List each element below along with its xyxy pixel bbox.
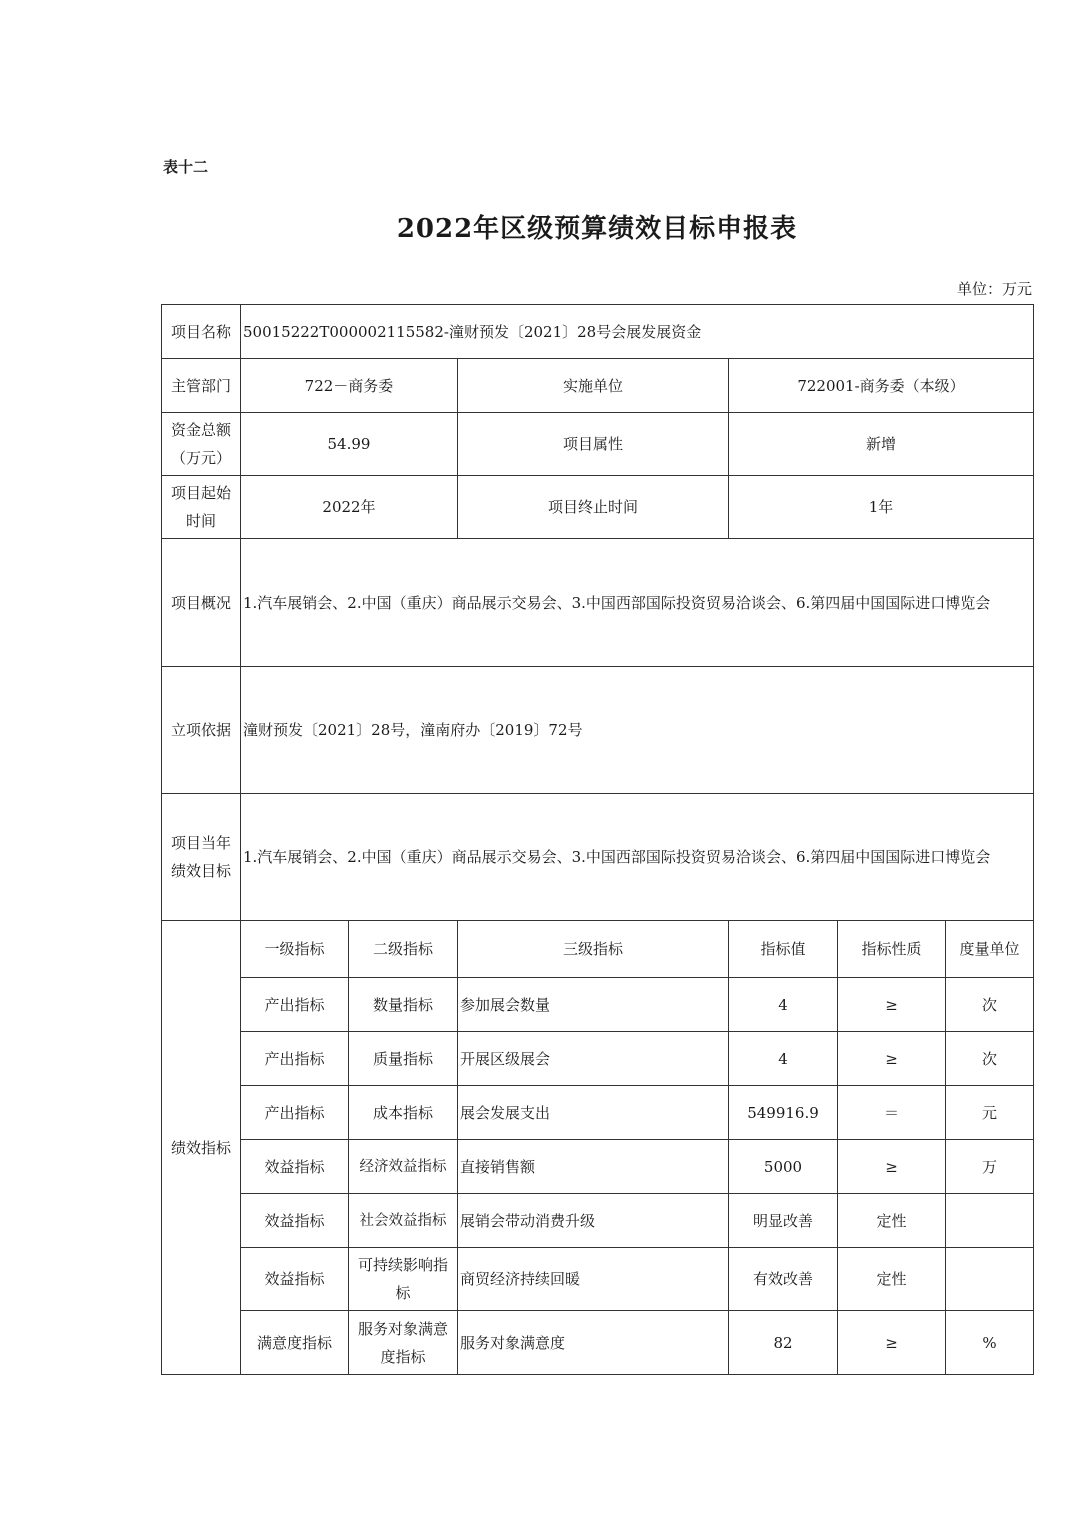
fund-row <box>162 413 1034 476</box>
level3-cell: 参加展会数量 <box>458 978 729 1032</box>
perf-label: 绩效指标 <box>162 921 241 1375</box>
goal-value: 1.汽车展销会、2.中国（重庆）商品展示交易会、3.中国西部国际投资贸易洽谈会、6.第四届中国国际进口博览会 <box>241 794 1034 921</box>
overview-label: 项目概况 <box>162 539 241 667</box>
level3-cell: 服务对象满意度 <box>458 1311 729 1375</box>
fund-label: 资金总额（万元） <box>162 413 241 476</box>
basis-label: 立项依据 <box>162 667 241 794</box>
level3-cell: 展销会带动消费升级 <box>458 1194 729 1248</box>
table-row <box>162 1032 1034 1086</box>
document-title: 2022年区级预算绩效目标申报表 <box>396 214 798 244</box>
level3-cell: 开展区级展会 <box>458 1032 729 1086</box>
table-row <box>162 1311 1034 1375</box>
nature-cell: ＝ <box>838 1086 946 1140</box>
value-cell: 4 <box>729 978 838 1032</box>
project-name-label: 项目名称 <box>162 305 241 359</box>
value-cell: 82 <box>729 1311 838 1375</box>
time-row <box>162 476 1034 539</box>
level3-cell: 直接销售额 <box>458 1140 729 1194</box>
overview-value: 1.汽车展销会、2.中国（重庆）商品展示交易会、3.中国西部国际投资贸易洽谈会、6.第四届中国国际进口博览会 <box>241 539 1034 667</box>
attr-label: 项目属性 <box>458 413 729 476</box>
unit-cell: 万 <box>946 1140 1034 1194</box>
level3-cell: 商贸经济持续回暖 <box>458 1248 729 1311</box>
goal-row <box>162 794 1034 921</box>
unit-cell: 元 <box>946 1086 1034 1140</box>
nature-cell: ≥ <box>838 1140 946 1194</box>
table-row <box>162 1140 1034 1194</box>
nature-cell: 定性 <box>838 1194 946 1248</box>
level1-cell: 产出指标 <box>241 1032 349 1086</box>
table-row <box>162 1194 1034 1248</box>
level2-cell: 可持续影响指标 <box>349 1248 458 1311</box>
table-row <box>162 1086 1034 1140</box>
nature-cell: ≥ <box>838 978 946 1032</box>
performance-target-table <box>161 304 1034 1375</box>
fund-value: 54.99 <box>241 413 458 476</box>
level2-cell: 成本指标 <box>349 1086 458 1140</box>
level1-cell: 产出指标 <box>241 978 349 1032</box>
project-name-value: 50015222T000002115582-潼财预发〔2021〕28号会展发展资金 <box>241 305 1034 359</box>
level2-cell: 质量指标 <box>349 1032 458 1086</box>
dept-value: 722－商务委 <box>241 359 458 413</box>
value-cell: 明显改善 <box>729 1194 838 1248</box>
nature-cell: 定性 <box>838 1248 946 1311</box>
header-nature: 指标性质 <box>838 921 946 978</box>
nature-cell: ≥ <box>838 1032 946 1086</box>
level1-cell: 产出指标 <box>241 1086 349 1140</box>
value-cell: 549916.9 <box>729 1086 838 1140</box>
header-level1: 一级指标 <box>241 921 349 978</box>
header-unit: 度量单位 <box>946 921 1034 978</box>
unit-cell: % <box>946 1311 1034 1375</box>
start-label: 项目起始时间 <box>162 476 241 539</box>
impl-value: 722001-商务委（本级） <box>729 359 1034 413</box>
overview-row <box>162 539 1034 667</box>
value-cell: 有效改善 <box>729 1248 838 1311</box>
level1-cell: 效益指标 <box>241 1248 349 1311</box>
basis-value: 潼财预发〔2021〕28号，潼南府办〔2019〕72号 <box>241 667 1034 794</box>
level2-cell: 数量指标 <box>349 978 458 1032</box>
dept-row <box>162 359 1034 413</box>
level1-cell: 满意度指标 <box>241 1311 349 1375</box>
level2-cell: 服务对象满意度指标 <box>349 1311 458 1375</box>
header-level2: 二级指标 <box>349 921 458 978</box>
goal-label: 项目当年绩效目标 <box>162 794 241 921</box>
value-cell: 5000 <box>729 1140 838 1194</box>
basis-row <box>162 667 1034 794</box>
value-cell: 4 <box>729 1032 838 1086</box>
unit-cell: 次 <box>946 978 1034 1032</box>
end-label: 项目终止时间 <box>458 476 729 539</box>
unit-cell <box>946 1248 1034 1311</box>
project-name-row <box>162 305 1034 359</box>
attr-value: 新增 <box>729 413 1034 476</box>
dept-label: 主管部门 <box>162 359 241 413</box>
table-number: 表十二 <box>163 158 209 176</box>
level2-cell: 经济效益指标 <box>349 1140 458 1194</box>
header-level3: 三级指标 <box>458 921 729 978</box>
table-row <box>162 978 1034 1032</box>
indicator-header-row <box>162 921 1034 978</box>
unit-cell: 次 <box>946 1032 1034 1086</box>
unit-cell <box>946 1194 1034 1248</box>
impl-label: 实施单位 <box>458 359 729 413</box>
level1-cell: 效益指标 <box>241 1194 349 1248</box>
start-value: 2022年 <box>241 476 458 539</box>
end-value: 1年 <box>729 476 1034 539</box>
level2-cell: 社会效益指标 <box>349 1194 458 1248</box>
level3-cell: 展会发展支出 <box>458 1086 729 1140</box>
nature-cell: ≥ <box>838 1311 946 1375</box>
header-value: 指标值 <box>729 921 838 978</box>
unit-label: 单位：万元 <box>956 280 1032 298</box>
table-row <box>162 1248 1034 1311</box>
level1-cell: 效益指标 <box>241 1140 349 1194</box>
